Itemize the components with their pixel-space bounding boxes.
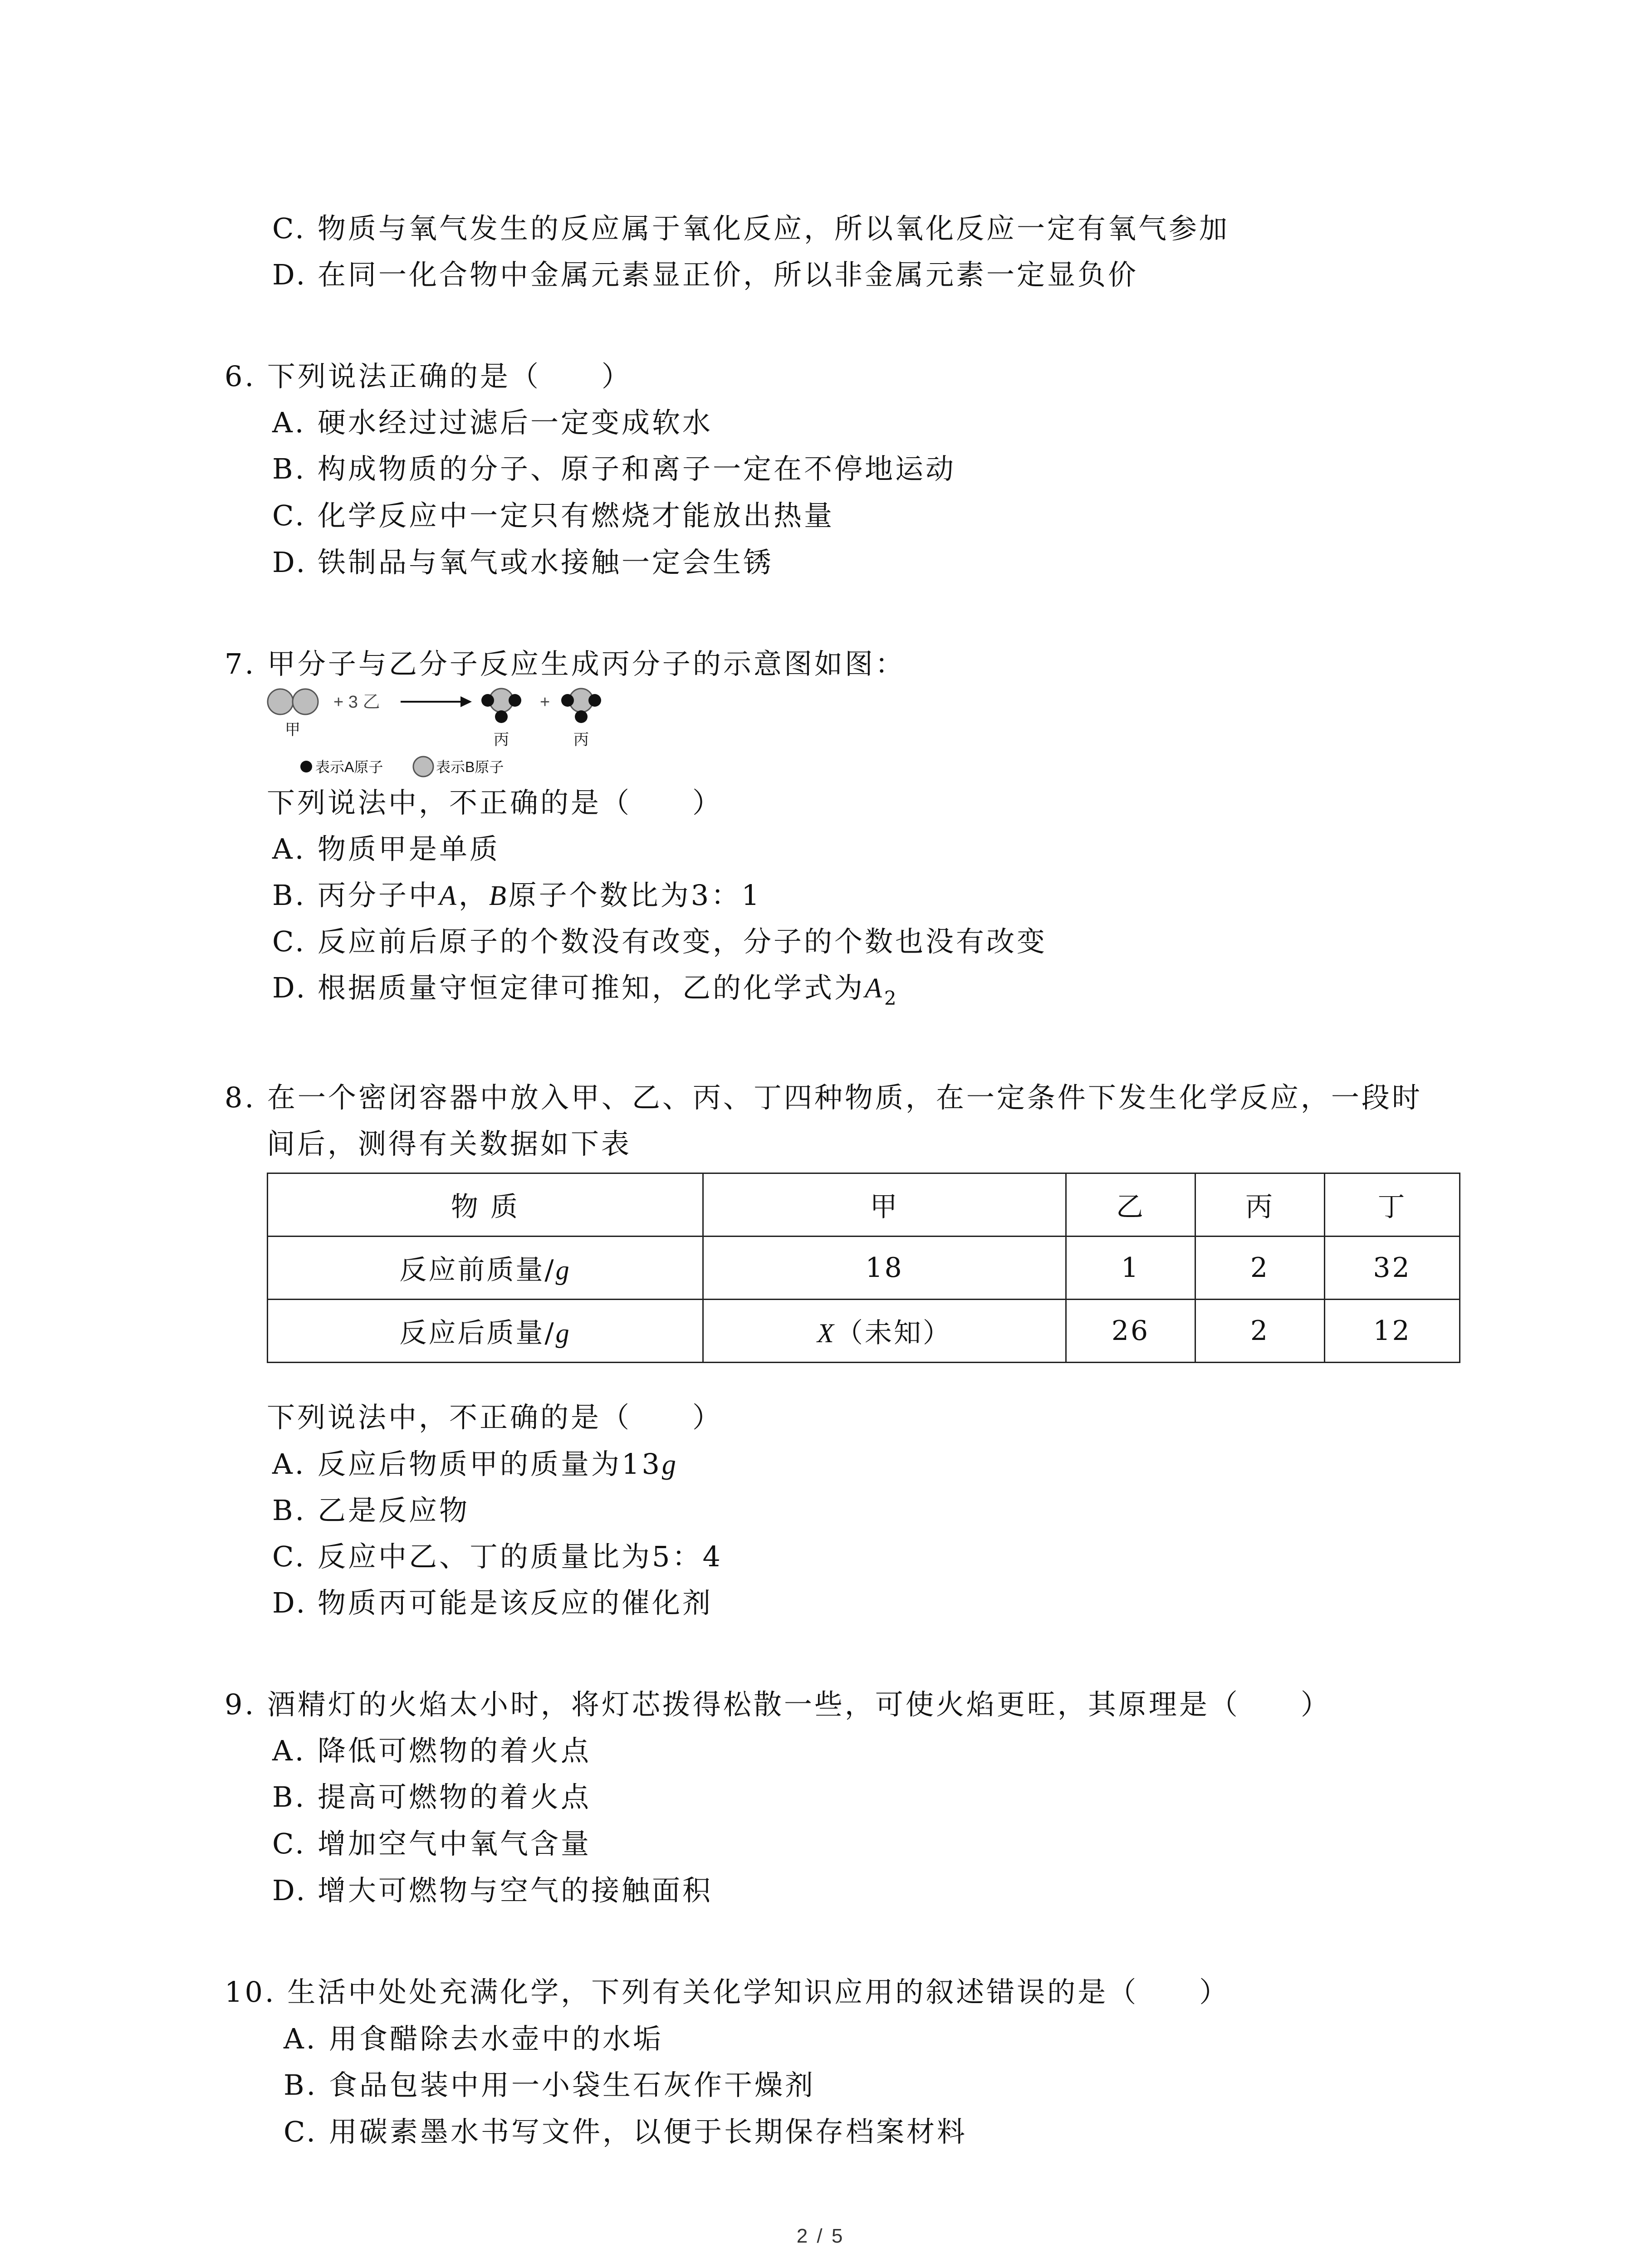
table-header: 丙	[1195, 1173, 1325, 1237]
option-text: 提高可燃物的着火点	[318, 1780, 592, 1813]
option-text: 增大可燃物与空气的接触面积	[318, 1874, 713, 1907]
option-text-pre: 反应后物质甲的质量为13	[318, 1447, 662, 1481]
option-text: 增加空气中氧气含量	[318, 1827, 592, 1860]
reactant-plus-label: + 3 乙	[333, 693, 380, 712]
table-header: 物 质	[268, 1173, 703, 1237]
option-text: 物质与氧气发生的反应属于氧化反应，所以氧化反应一定有氧气参加	[318, 212, 1230, 245]
row-label: 反应后质量/	[399, 1317, 556, 1349]
table-header: 甲	[703, 1173, 1066, 1237]
q7-option-c	[272, 924, 1047, 960]
option-letter: A.	[272, 1447, 306, 1481]
option-letter: B.	[272, 1494, 307, 1527]
table-cell	[268, 1300, 703, 1363]
table-cell: 12	[1325, 1300, 1460, 1363]
table-cell: 2	[1195, 1237, 1325, 1300]
row-unit: g	[555, 1255, 571, 1285]
a-atom	[495, 710, 508, 723]
option-letter: B.	[284, 2068, 318, 2102]
q10-option-b	[284, 2067, 815, 2103]
q5-option-c	[272, 210, 1230, 247]
legend-b-dot	[413, 757, 433, 777]
product-plus: +	[540, 693, 550, 712]
unit: g	[661, 1449, 678, 1480]
label-bing-2: 丙	[573, 731, 589, 748]
table-row	[268, 1300, 1460, 1363]
q8-option-c	[272, 1539, 723, 1575]
option-text: 在同一化合物中金属元素显正价，所以非金属元素一定显负价	[318, 258, 1139, 291]
molecule-reaction-diagram	[265, 681, 628, 781]
option-text: 硬水经过过滤后一定变成软水	[318, 406, 713, 439]
option-letter: A.	[272, 832, 306, 865]
q10-option-a	[284, 2021, 663, 2057]
a-atom	[509, 694, 521, 707]
option-text: 物质丙可能是该反应的催化剂	[318, 1586, 713, 1619]
q8-stem-line1: 8. 在一个密闭容器中放入甲、乙、丙、丁四种物质，在一定条件下发生化学反应，一段时	[225, 1081, 1422, 1114]
q6-option-d	[272, 544, 774, 581]
table-cell: 18	[703, 1237, 1066, 1300]
formula-var: A	[865, 973, 884, 1004]
option-letter: D.	[272, 258, 308, 291]
option-letter: B.	[272, 1780, 307, 1813]
q8-option-d	[272, 1585, 713, 1621]
b-atom	[293, 689, 318, 714]
option-text: 物质甲是单质	[318, 832, 500, 865]
q6-option-b	[272, 451, 956, 487]
mass-data-table	[267, 1173, 1460, 1363]
option-text-pre: 丙分子中	[318, 879, 440, 912]
a-atom	[561, 694, 574, 707]
a-atom	[481, 694, 494, 707]
option-letter: C.	[272, 1827, 306, 1860]
option-text: 用碳素墨水书写文件，以便于长期保存档案材料	[329, 2115, 968, 2148]
a-atom	[588, 694, 601, 707]
formula-subscript: 2	[884, 987, 896, 1009]
table-cell	[268, 1237, 703, 1300]
q7-option-b	[272, 877, 762, 914]
table-cell: 2	[1195, 1300, 1325, 1363]
option-text-pre: 根据质量守恒定律可推知，乙的化学式为	[318, 971, 865, 1004]
table-cell: 1	[1066, 1237, 1195, 1300]
row-label: 反应前质量/	[399, 1254, 556, 1286]
option-letter: C.	[284, 2115, 318, 2148]
table-row	[268, 1237, 1460, 1300]
option-text: 铁制品与氧气或水接触一定会生锈	[318, 546, 774, 579]
q9-option-a	[272, 1733, 591, 1769]
row-unit: g	[555, 1318, 571, 1348]
legend-a-label: 表示A原子	[315, 759, 383, 775]
q5-option-d	[272, 257, 1138, 293]
table-header-row	[268, 1173, 1460, 1237]
q8-stem-line2: 间后，测得有关数据如下表	[267, 1127, 632, 1160]
option-letter: A.	[272, 1734, 306, 1767]
arrow-head	[460, 696, 472, 707]
option-text: 化学反应中一定只有燃烧才能放出热量	[318, 499, 835, 532]
option-text: 构成物质的分子、原子和离子一定在不停地运动	[318, 452, 956, 485]
a-atom	[575, 710, 588, 723]
legend-a-dot	[300, 761, 312, 772]
q9-option-c	[272, 1826, 591, 1862]
option-letter: D.	[272, 1874, 308, 1907]
option-letter: B.	[272, 452, 307, 485]
q10-option-c	[284, 2114, 967, 2150]
table-cell	[703, 1300, 1066, 1363]
q7-option-d	[272, 970, 896, 1017]
q9-stem: 9. 酒精灯的火焰太小时，将灯芯拨得松散一些，可使火焰更旺，其原理是（ ）	[225, 1688, 1331, 1721]
q10-stem: 10. 生活中处处充满化学，下列有关化学知识应用的叙述错误的是（ ）	[225, 1975, 1230, 2009]
table-header: 乙	[1066, 1173, 1195, 1237]
table-cell: 32	[1325, 1237, 1460, 1300]
option-text: 反应前后原子的个数没有改变，分子的个数也没有改变	[318, 925, 1048, 958]
var-a: A	[439, 880, 459, 911]
separator: ，	[458, 879, 489, 912]
option-text-post: 原子个数比为3：1	[508, 879, 762, 912]
option-letter: A.	[272, 406, 306, 439]
option-text: 降低可燃物的着火点	[318, 1734, 592, 1767]
option-text: 乙是反应物	[318, 1494, 470, 1527]
b-atom	[268, 689, 293, 714]
label-bing-1: 丙	[494, 731, 509, 748]
q7-prompt: 下列说法中，不正确的是（ ）	[267, 786, 723, 819]
unknown-note: （未知）	[835, 1317, 952, 1349]
option-text: 食品包装中用一小袋生石灰作干燥剂	[329, 2068, 816, 2102]
option-letter: B.	[272, 879, 307, 912]
q6-stem: 6. 下列说法正确的是（ ）	[225, 360, 632, 393]
var-b: B	[489, 880, 509, 911]
legend-b-label: 表示B原子	[436, 759, 504, 775]
q6-option-a	[272, 405, 713, 441]
option-letter: C.	[272, 925, 306, 958]
option-letter: C.	[272, 499, 306, 532]
table-cell: 26	[1066, 1300, 1195, 1363]
option-letter: D.	[272, 546, 308, 579]
option-text: 用食醋除去水壶中的水垢	[329, 2022, 664, 2055]
unknown-var: X	[817, 1318, 836, 1348]
q8-option-a	[272, 1446, 678, 1483]
q7-stem: 7. 甲分子与乙分子反应生成丙分子的示意图如图：	[225, 647, 906, 680]
option-letter: A.	[284, 2022, 318, 2055]
q7-option-a	[272, 831, 500, 867]
page-number: 2 / 5	[796, 2225, 845, 2247]
label-jia: 甲	[285, 721, 300, 738]
option-letter: D.	[272, 1586, 308, 1619]
option-letter: D.	[272, 971, 308, 1004]
q9-option-b	[272, 1779, 591, 1815]
q8-prompt: 下列说法中，不正确的是（ ）	[267, 1401, 723, 1434]
q6-option-c	[272, 498, 834, 534]
table-header: 丁	[1325, 1173, 1460, 1237]
option-letter: C.	[272, 212, 306, 245]
q9-option-d	[272, 1872, 713, 1909]
option-text: 反应中乙、丁的质量比为5：4	[318, 1540, 723, 1573]
q8-option-b	[272, 1492, 470, 1529]
option-letter: C.	[272, 1540, 306, 1573]
